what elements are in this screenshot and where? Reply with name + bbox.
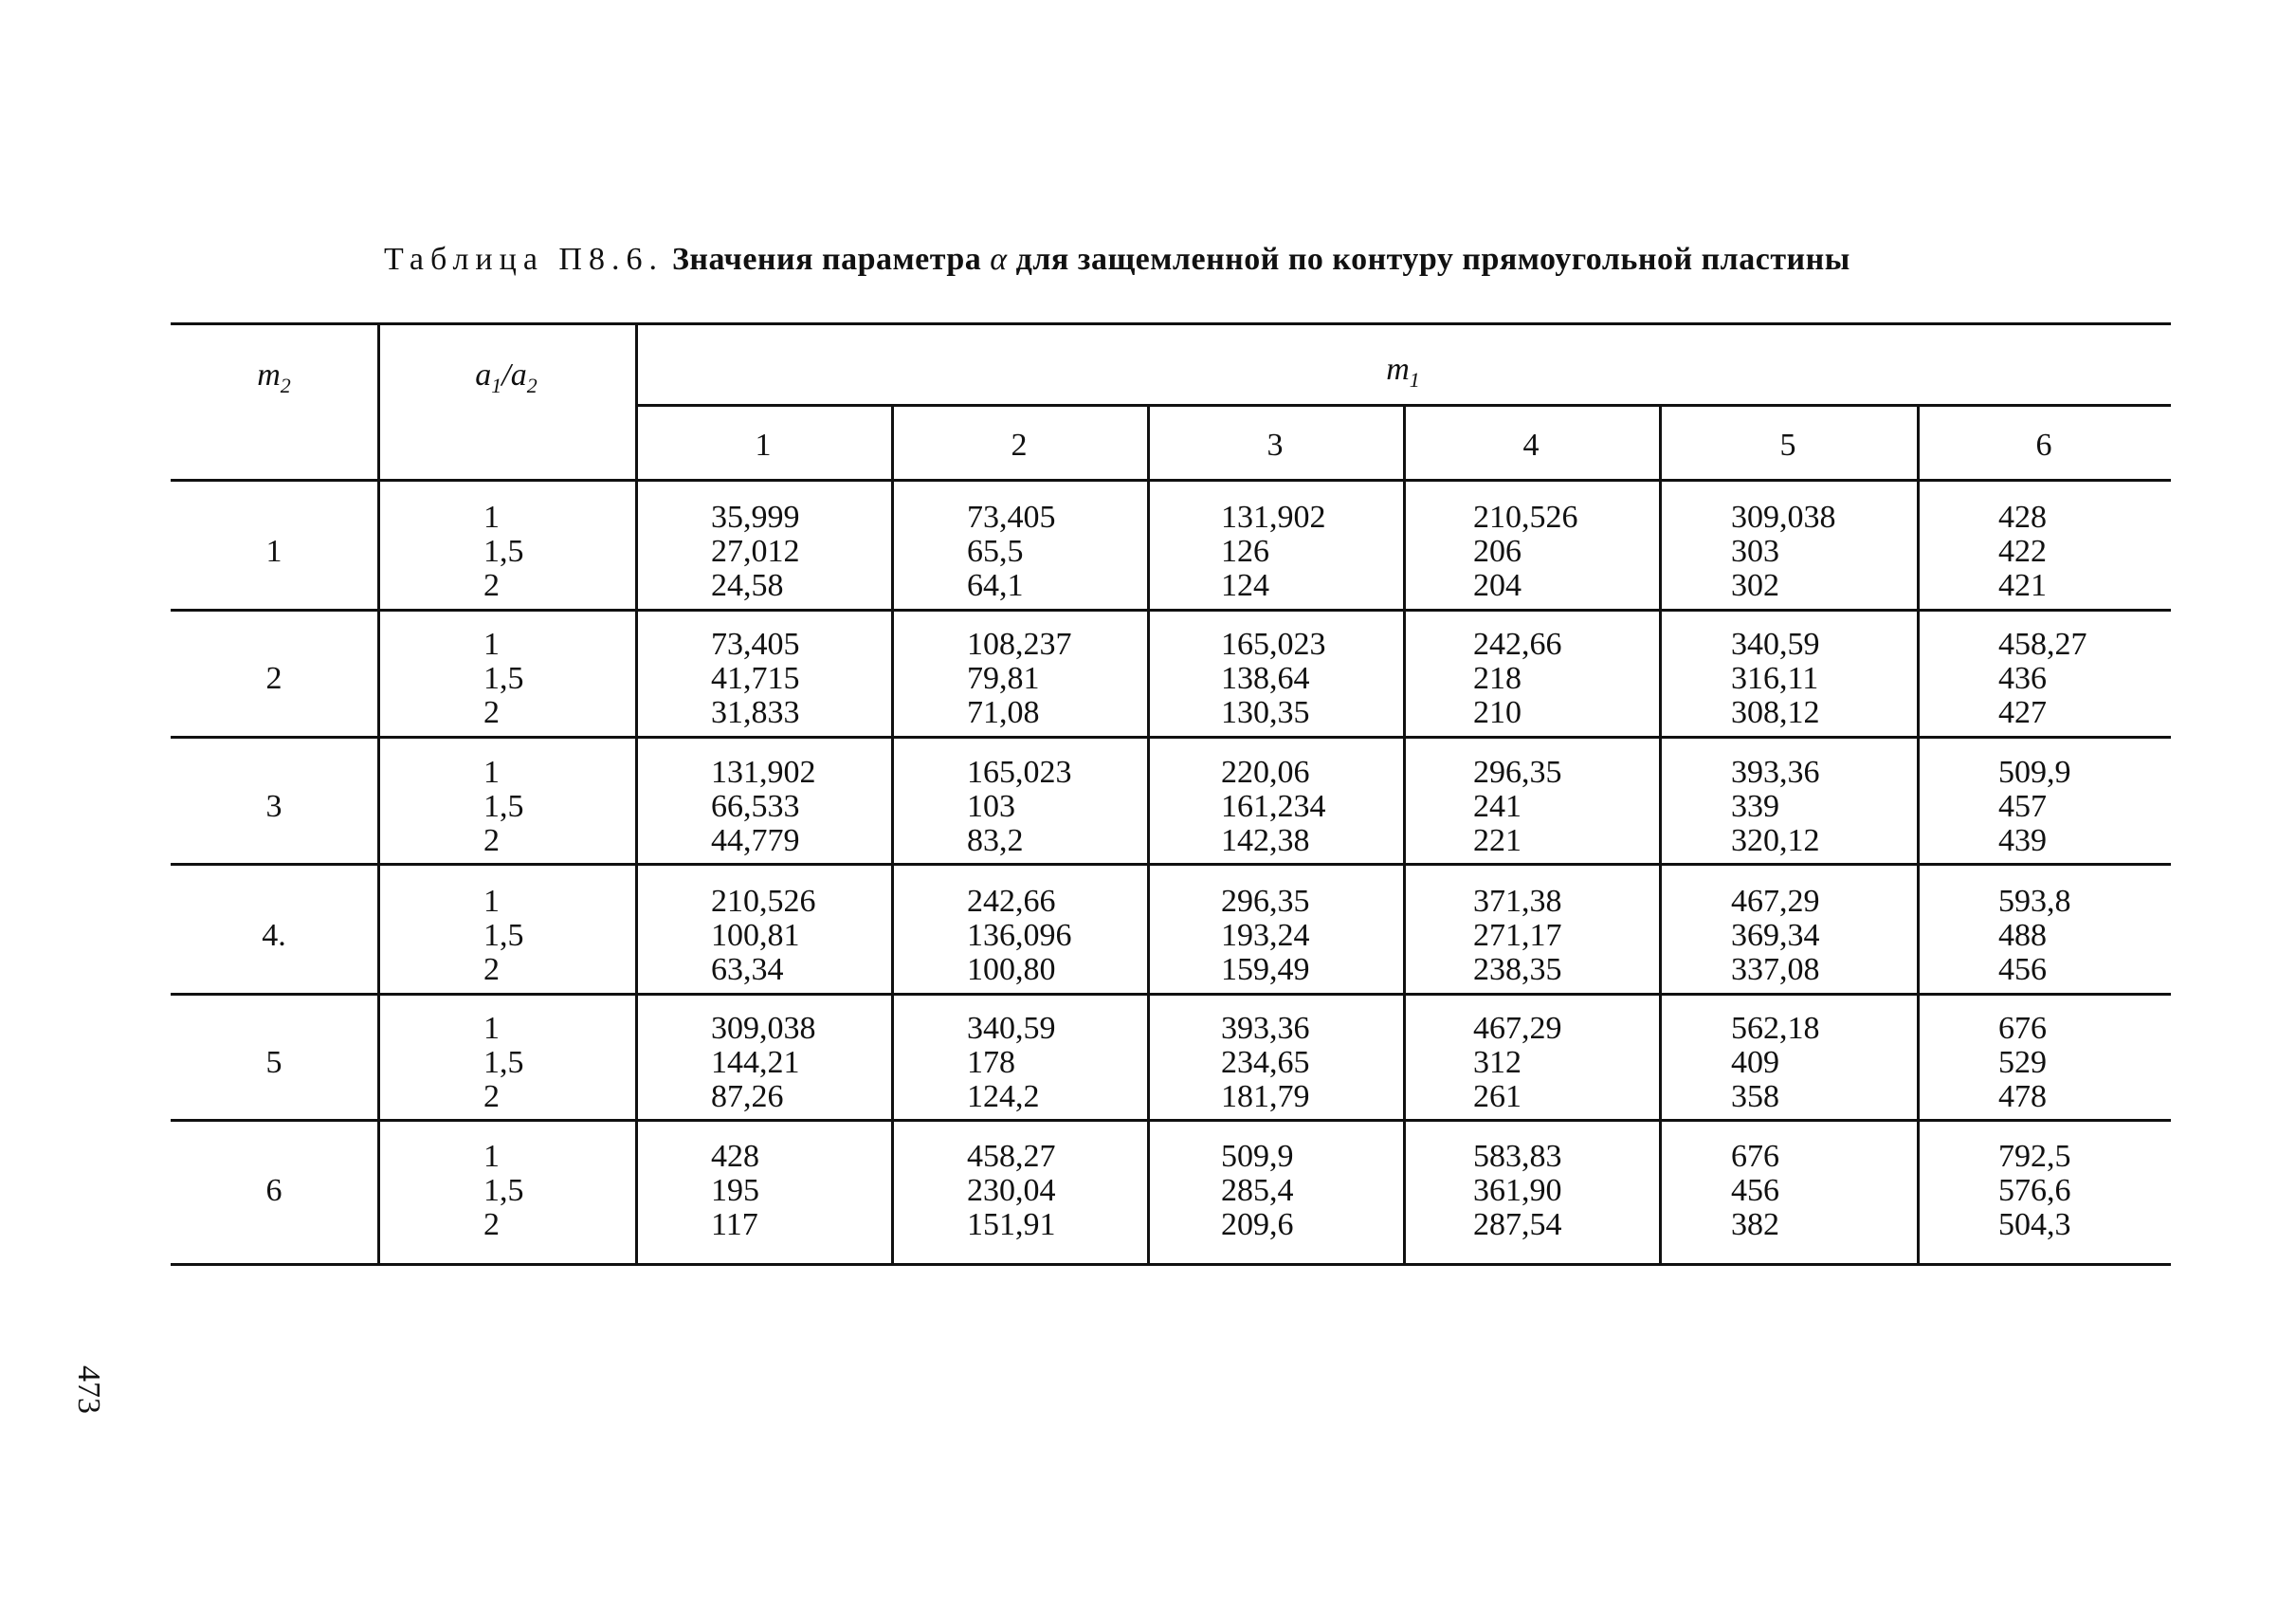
cell-value: 131,902 — [1221, 500, 1326, 535]
table-cell — [711, 1140, 759, 1242]
cell-value: 422 — [1998, 534, 2047, 569]
cell-value: 296,35 — [1473, 755, 1562, 790]
cell-value: 221 — [1473, 823, 1522, 858]
cell-value: 41,715 — [711, 661, 800, 696]
cell-value: 337,08 — [1731, 952, 1820, 987]
cell-value: 206 — [1473, 534, 1522, 569]
cell-value: 488 — [1998, 918, 2047, 953]
header-ratio-a2-subscript: 2 — [526, 373, 538, 397]
row-m2-value: 1 — [265, 534, 282, 569]
table-cell — [1731, 628, 1820, 730]
cell-value: 242,66 — [967, 884, 1056, 919]
header-m2-symbol: m — [257, 357, 281, 393]
cell-value: 271,17 — [1473, 918, 1562, 953]
row-ratio-stack — [483, 1140, 524, 1242]
header-ratio-a1: a — [475, 357, 492, 393]
cell-value: 210 — [1473, 695, 1522, 730]
cell-value: 71,08 — [967, 695, 1040, 730]
table-cell — [967, 756, 1072, 858]
cell-value: 209,6 — [1221, 1207, 1294, 1242]
table-cell — [1731, 1012, 1820, 1114]
cell-value: 159,49 — [1221, 952, 1310, 987]
table-cell — [711, 756, 816, 858]
table-cell — [1473, 628, 1562, 730]
table-cell — [1731, 885, 1820, 987]
ratio-value: 1 — [483, 627, 500, 662]
cell-value: 529 — [1998, 1045, 2047, 1080]
ratio-value: 1,5 — [483, 534, 524, 569]
cell-value: 340,59 — [1731, 627, 1820, 662]
cell-value: 108,237 — [967, 627, 1072, 662]
cell-value: 126 — [1221, 534, 1269, 569]
header-m2-subscript: 2 — [280, 373, 291, 397]
cell-value: 427 — [1998, 695, 2047, 730]
m1-column-header: 6 — [2035, 428, 2052, 463]
cell-value: 79,81 — [967, 661, 1040, 696]
cell-value: 316,11 — [1731, 661, 1819, 696]
table-bottom-rule — [171, 1263, 2171, 1266]
ratio-value: 1,5 — [483, 918, 524, 953]
m1-column-header: 3 — [1266, 428, 1284, 463]
cell-value: 428 — [711, 1139, 759, 1174]
cell-value: 195 — [711, 1173, 759, 1208]
row-rule — [171, 863, 2171, 866]
table-cell — [1998, 1140, 2071, 1242]
table-caption — [384, 242, 1995, 278]
row-ratio-stack — [483, 501, 524, 603]
row-ratio-stack — [483, 628, 524, 730]
cell-value: 73,405 — [711, 627, 800, 662]
alpha-table — [171, 322, 2171, 1271]
col-rule — [1659, 404, 1662, 1266]
cell-value: 593,8 — [1998, 884, 2071, 919]
cell-value: 73,405 — [967, 500, 1056, 535]
cell-value: 151,91 — [967, 1207, 1056, 1242]
table-cell — [1731, 501, 1836, 603]
cell-value: 130,35 — [1221, 695, 1310, 730]
cell-value: 24,58 — [711, 568, 784, 603]
m1-column-header: 1 — [755, 428, 772, 463]
row-m2-value: 3 — [265, 789, 282, 824]
table-cell — [1473, 1012, 1562, 1114]
header-bottom-rule — [171, 479, 2171, 482]
cell-value: 312 — [1473, 1045, 1522, 1080]
cell-value: 136,096 — [967, 918, 1072, 953]
ratio-value: 1,5 — [483, 1045, 524, 1080]
row-m2-value: 4. — [262, 918, 286, 953]
table-cell — [1221, 1140, 1294, 1242]
cell-value: 210,526 — [711, 884, 816, 919]
cell-value: 103 — [967, 789, 1015, 824]
cell-value: 66,533 — [711, 789, 800, 824]
cell-value: 193,24 — [1221, 918, 1310, 953]
ratio-value: 2 — [483, 1207, 500, 1242]
m1-column-header: 2 — [1011, 428, 1028, 463]
table-cell — [1221, 756, 1326, 858]
cell-value: 124 — [1221, 568, 1269, 603]
cell-value: 63,34 — [711, 952, 784, 987]
cell-value: 64,1 — [967, 568, 1024, 603]
cell-value: 456 — [1998, 952, 2047, 987]
cell-value: 35,999 — [711, 500, 800, 535]
ratio-value: 1 — [483, 1139, 500, 1174]
cell-value: 308,12 — [1731, 695, 1820, 730]
header-m1 — [635, 353, 2171, 397]
cell-value: 241 — [1473, 789, 1522, 824]
table-cell — [711, 885, 816, 987]
cell-value: 458,27 — [1998, 627, 2087, 662]
ratio-value: 2 — [483, 695, 500, 730]
cell-value: 230,04 — [967, 1173, 1056, 1208]
cell-value: 340,59 — [967, 1011, 1056, 1046]
header-ratio — [377, 358, 635, 403]
cell-value: 509,9 — [1998, 755, 2071, 790]
cell-value: 393,36 — [1221, 1011, 1310, 1046]
ratio-value: 1 — [483, 1011, 500, 1046]
cell-value: 361,90 — [1473, 1173, 1562, 1208]
table-cell — [967, 1140, 1056, 1242]
cell-value: 287,54 — [1473, 1207, 1562, 1242]
cell-value: 27,012 — [711, 534, 800, 569]
table-cell — [1473, 756, 1562, 858]
col-rule — [891, 404, 894, 1266]
cell-value: 220,06 — [1221, 755, 1310, 790]
table-cell — [1998, 1012, 2047, 1114]
cell-value: 382 — [1731, 1207, 1779, 1242]
cell-value: 242,66 — [1473, 627, 1562, 662]
header-m1-symbol: m — [1386, 352, 1410, 387]
cell-value: 320,12 — [1731, 823, 1820, 858]
row-m2-value: 5 — [265, 1045, 282, 1080]
cell-value: 131,902 — [711, 755, 816, 790]
col-rule — [1147, 404, 1150, 1266]
cell-value: 458,27 — [967, 1139, 1056, 1174]
ratio-value: 2 — [483, 823, 500, 858]
cell-value: 478 — [1998, 1079, 2047, 1114]
cell-value: 467,29 — [1731, 884, 1820, 919]
cell-value: 792,5 — [1998, 1139, 2071, 1174]
col-rule — [1403, 404, 1406, 1266]
table-cell — [1731, 1140, 1779, 1242]
cell-value: 210,526 — [1473, 500, 1578, 535]
ratio-value: 1 — [483, 884, 500, 919]
cell-value: 457 — [1998, 789, 2047, 824]
table-cell — [711, 501, 800, 603]
table-cell — [1221, 501, 1326, 603]
table-top-rule — [171, 322, 2171, 325]
caption-alpha-symbol: α — [990, 242, 1008, 277]
col-rule — [635, 322, 638, 1266]
cell-value: 204 — [1473, 568, 1522, 603]
table-cell — [967, 1012, 1056, 1114]
table-cell — [1998, 756, 2071, 858]
row-ratio-stack — [483, 756, 524, 858]
table-cell — [1221, 885, 1310, 987]
ratio-value: 1 — [483, 755, 500, 790]
cell-value: 261 — [1473, 1079, 1522, 1114]
cell-value: 421 — [1998, 568, 2047, 603]
cell-value: 358 — [1731, 1079, 1779, 1114]
cell-value: 309,038 — [1731, 500, 1836, 535]
col-rule — [377, 322, 380, 1266]
cell-value: 393,36 — [1731, 755, 1820, 790]
cell-value: 144,21 — [711, 1045, 800, 1080]
m1-column-header: 5 — [1779, 428, 1796, 463]
table-cell — [1221, 628, 1326, 730]
cell-value: 583,83 — [1473, 1139, 1562, 1174]
cell-value: 142,38 — [1221, 823, 1310, 858]
table-cell — [1998, 885, 2071, 987]
cell-value: 100,81 — [711, 918, 800, 953]
cell-value: 509,9 — [1221, 1139, 1294, 1174]
table-cell — [711, 628, 800, 730]
cell-value: 456 — [1731, 1173, 1779, 1208]
header-ratio-slash: / — [501, 357, 511, 393]
cell-value: 504,3 — [1998, 1207, 2071, 1242]
cell-value: 31,833 — [711, 695, 800, 730]
table-cell — [967, 628, 1072, 730]
header-m1-subscript: 1 — [1409, 367, 1420, 392]
row-ratio-stack — [483, 1012, 524, 1114]
cell-value: 676 — [1998, 1011, 2047, 1046]
cell-value: 165,023 — [1221, 627, 1326, 662]
table-cell — [967, 501, 1056, 603]
cell-value: 369,34 — [1731, 918, 1820, 953]
cell-value: 178 — [967, 1045, 1015, 1080]
ratio-value: 1,5 — [483, 789, 524, 824]
header-ratio-a1-subscript: 1 — [491, 373, 502, 397]
cell-value: 467,29 — [1473, 1011, 1562, 1046]
cell-value: 296,35 — [1221, 884, 1310, 919]
ratio-value: 2 — [483, 568, 500, 603]
cell-value: 181,79 — [1221, 1079, 1310, 1114]
cell-value: 428 — [1998, 500, 2047, 535]
cell-value: 676 — [1731, 1139, 1779, 1174]
page-number: 473 — [71, 1365, 106, 1414]
table-cell — [967, 885, 1072, 987]
ratio-value: 1,5 — [483, 1173, 524, 1208]
cell-value: 161,234 — [1221, 789, 1326, 824]
cell-value: 309,038 — [711, 1011, 816, 1046]
cell-value: 100,80 — [967, 952, 1056, 987]
row-rule — [171, 736, 2171, 739]
ratio-value: 2 — [483, 1079, 500, 1114]
cell-value: 117 — [711, 1207, 758, 1242]
cell-value: 87,26 — [711, 1079, 784, 1114]
cell-value: 439 — [1998, 823, 2047, 858]
cell-value: 285,4 — [1221, 1173, 1294, 1208]
row-rule — [171, 1119, 2171, 1122]
cell-value: 124,2 — [967, 1079, 1040, 1114]
col-rule — [1917, 404, 1920, 1266]
row-ratio-stack — [483, 885, 524, 987]
row-m2-value: 2 — [265, 661, 282, 696]
caption-title-after: для защемленной по контуру прямоугольной пластины — [1015, 242, 1850, 277]
ratio-value: 2 — [483, 952, 500, 987]
table-cell — [711, 1012, 816, 1114]
cell-value: 234,65 — [1221, 1045, 1310, 1080]
cell-value: 409 — [1731, 1045, 1779, 1080]
cell-value: 302 — [1731, 568, 1779, 603]
header-m2 — [171, 358, 377, 403]
cell-value: 65,5 — [967, 534, 1024, 569]
table-cell — [1473, 501, 1578, 603]
cell-value: 562,18 — [1731, 1011, 1820, 1046]
table-cell — [1473, 1140, 1562, 1242]
caption-title-before: Значения параметра — [671, 242, 982, 277]
cell-value: 576,6 — [1998, 1173, 2071, 1208]
row-rule — [171, 993, 2171, 996]
table-cell — [1998, 628, 2087, 730]
cell-value: 44,779 — [711, 823, 800, 858]
cell-value: 165,023 — [967, 755, 1072, 790]
table-cell — [1473, 885, 1562, 987]
cell-value: 436 — [1998, 661, 2047, 696]
ratio-value: 1,5 — [483, 661, 524, 696]
table-cell — [1731, 756, 1820, 858]
row-m2-value: 6 — [265, 1173, 282, 1208]
cell-value: 218 — [1473, 661, 1522, 696]
cell-value: 339 — [1731, 789, 1779, 824]
header-ratio-a2: a — [510, 357, 527, 393]
m1-column-header: 4 — [1522, 428, 1540, 463]
ratio-value: 1 — [483, 500, 500, 535]
caption-label: Таблица П8.6. — [384, 242, 664, 277]
cell-value: 138,64 — [1221, 661, 1310, 696]
cell-value: 371,38 — [1473, 884, 1562, 919]
cell-value: 238,35 — [1473, 952, 1562, 987]
table-cell — [1221, 1012, 1310, 1114]
row-rule — [171, 609, 2171, 612]
cell-value: 83,2 — [967, 823, 1024, 858]
table-cell — [1998, 501, 2047, 603]
cell-value: 303 — [1731, 534, 1779, 569]
